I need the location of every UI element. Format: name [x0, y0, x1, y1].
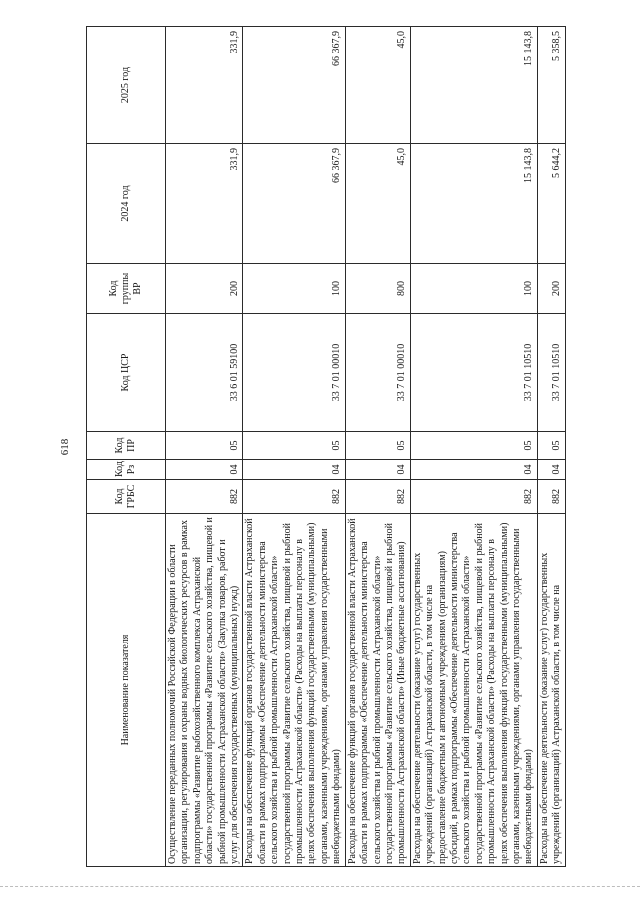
table-row	[345, 27, 410, 867]
cell-2024: 5 644,2	[537, 144, 565, 264]
cell-rz: 04	[345, 460, 410, 480]
cell-csr: 33 7 01 00010	[345, 314, 410, 432]
header-pr: Код ПР	[87, 432, 166, 460]
cell-vr: 800	[345, 264, 410, 314]
cell-name: Расходы на обеспечение деятельности (оказание услуг) государственных учреждений (организаций) Астраханской области, в том числе на	[537, 514, 565, 867]
header-rz: Код Рз	[87, 460, 166, 480]
cell-pr: 05	[345, 432, 410, 460]
cell-csr: 33 6 01 59100	[166, 314, 243, 432]
cell-rz: 04	[243, 460, 345, 480]
cell-name: Осуществление переданных полномочий Российской Федерации в области организации, регулирования и охраны водных биологических ресурсов в рамках подпрограммы «Развитие рыбохозяйственного комплекса Астраханской области» государственной программы «Развитие сельского хозяйства, пищевой и рыбной промышленности Астраханской области» (Закупка товаров, работ и услуг для обеспечения государственных (муниципальных) нужд)	[166, 514, 243, 867]
cell-2024: 45,0	[345, 144, 410, 264]
cell-pr: 05	[410, 432, 537, 460]
cell-2025: 5 358,5	[537, 27, 565, 144]
cell-grbs: 882	[345, 480, 410, 514]
table-row	[410, 27, 537, 867]
header-csr: Код ЦСР	[87, 314, 166, 432]
cell-vr: 200	[537, 264, 565, 314]
cell-pr: 05	[537, 432, 565, 460]
cell-2024: 66 367,9	[243, 144, 345, 264]
cell-vr: 100	[410, 264, 537, 314]
cell-2025: 45,0	[345, 27, 410, 144]
cell-2025: 66 367,9	[243, 27, 345, 144]
cell-grbs: 882	[537, 480, 565, 514]
header-grbs: Код ГРБС	[87, 480, 166, 514]
cell-vr: 100	[243, 264, 345, 314]
cell-csr: 33 7 01 10510	[410, 314, 537, 432]
cell-rz: 04	[537, 460, 565, 480]
cell-name: Расходы на обеспечение функций органов государственной власти Астраханской области в рамках подпрограммы «Обеспечение деятельности министерства сельского хозяйства и рыбной промышленности Астраханской области» государственной программы «Развитие сельского хозяйства, пищевой и рыбной промышленности Астраханской области» (Иные бюджетные ассигнования)	[345, 514, 410, 867]
table-row	[166, 27, 243, 867]
cell-grbs: 882	[410, 480, 537, 514]
cell-2024: 331,9	[166, 144, 243, 264]
cell-rz: 04	[410, 460, 537, 480]
page-number: 618	[59, 438, 71, 456]
cell-2024: 15 143,8	[410, 144, 537, 264]
cell-2025: 15 143,8	[410, 27, 537, 144]
cell-csr: 33 7 01 00010	[243, 314, 345, 432]
header-row	[87, 27, 166, 867]
rotated-page	[59, 27, 616, 867]
header-vr: Код группы ВР	[87, 264, 166, 314]
budget-table	[86, 26, 566, 867]
cell-pr: 05	[166, 432, 243, 460]
cell-pr: 05	[243, 432, 345, 460]
cell-csr: 33 7 01 10510	[537, 314, 565, 432]
scan-edge-line	[0, 886, 640, 887]
table-row	[243, 27, 345, 867]
cell-rz: 04	[166, 460, 243, 480]
cell-name: Расходы на обеспечение деятельности (оказание услуг) государственных учреждений (организаций) Астраханской области, в том числе на предоставление бюджетным и автономным учреждениям (организациям) субсидий, в рамках подпрограммы «Обеспечение деятельности министерства сельского хозяйства и рыбной промышленности Астраханской области» государственной программы «Развитие сельского хозяйства, пищевой и рыбной промышленности Астраханской области» (Расходы на выплаты персоналу в целях обеспечения выполнения функций государственными (муниципальными) органами, казенными учреждениями, органами управления государственными внебюджетными фондами)	[410, 514, 537, 867]
header-2024: 2024 год	[87, 144, 166, 264]
cell-2025: 331,9	[166, 27, 243, 144]
header-name: Наименование показателя	[87, 514, 166, 867]
cell-grbs: 882	[166, 480, 243, 514]
table-row	[537, 27, 565, 867]
cell-name: Расходы на обеспечение функций органов государственной власти Астраханской области в рамках подпрограммы «Обеспечение деятельности министерства сельского хозяйства и рыбной промышленности Астраханской области» государственной программы «Развитие сельского хозяйства, пищевой и рыбной промышленности Астраханской области» (Расходы на выплаты персоналу в целях обеспечения выполнения функций государственными (муниципальными) органами, казенными учреждениями, органами управления государственными внебюджетными фондами)	[243, 514, 345, 867]
cell-vr: 200	[166, 264, 243, 314]
cell-grbs: 882	[243, 480, 345, 514]
header-2025: 2025 год	[87, 27, 166, 144]
